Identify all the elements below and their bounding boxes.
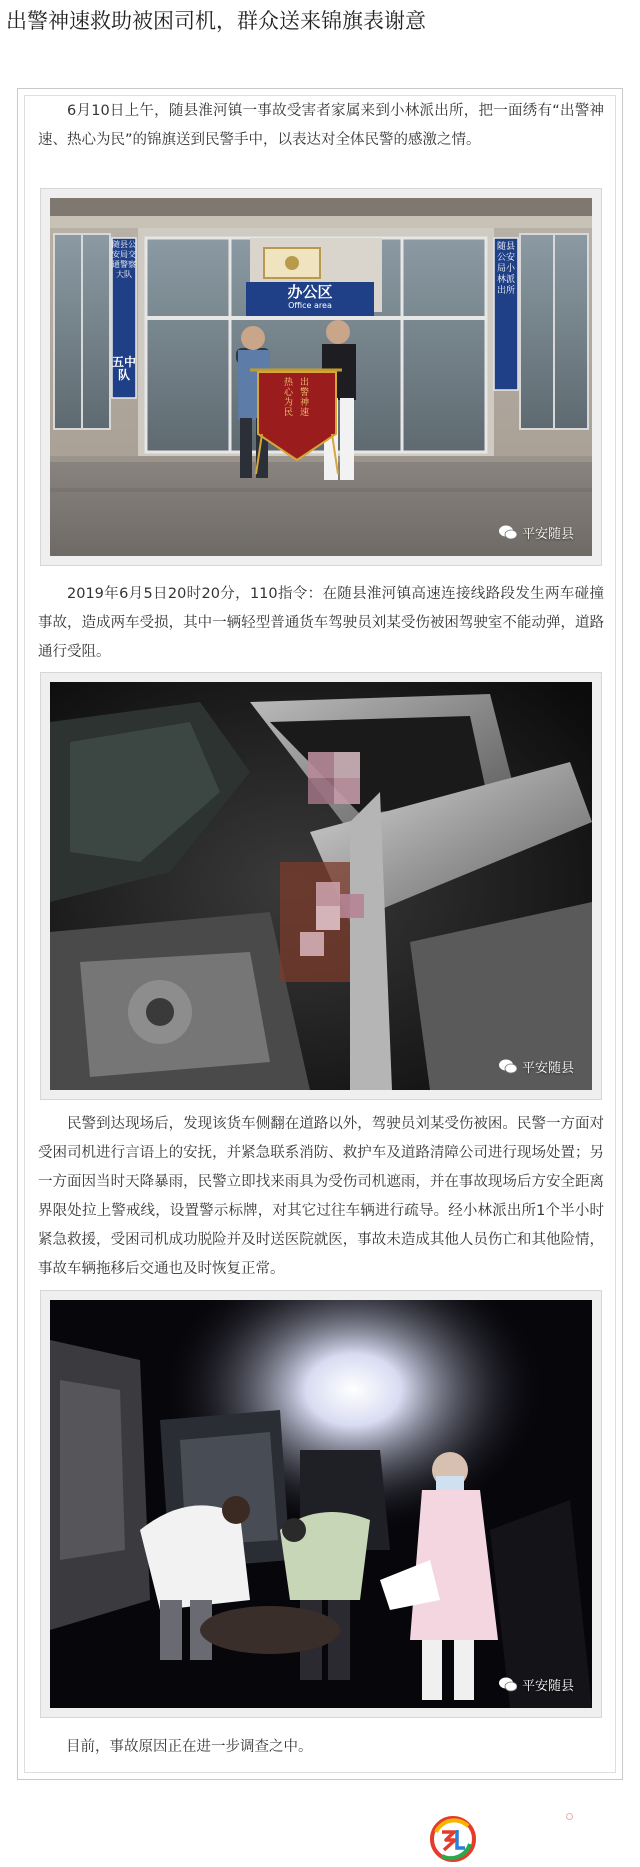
paragraph-1 (38, 97, 604, 155)
photo-night-rescue-image (50, 1300, 592, 1708)
sign-office-area-en: Office area (288, 301, 332, 310)
watermark-1-text: 平安随县 (521, 527, 574, 542)
banner-text-1: 出警神速 (300, 378, 310, 418)
photo-crashed-truck (50, 682, 592, 1090)
wechat-icon (499, 1677, 517, 1692)
paragraph-2-text: 2019年6月5日20时20分，110指令：在随县淮河镇高速连接线路段发生两车碰撞事故，造成两车受损，其中一辆轻型普通货车驾驶员刘某受伤被困驾驶室不能动弹，道路通行受阻。 (38, 586, 604, 660)
photo-crashed-truck-image (50, 682, 592, 1090)
plaque-fifth-squad: 五中队 (112, 355, 137, 382)
photo-card-crash (40, 672, 602, 1100)
article-title: 出警神速救助被困司机，群众送来锦旗表谢意 (6, 9, 426, 33)
photo-night-rescue (50, 1300, 592, 1708)
wechat-icon (499, 1059, 517, 1074)
plaque-xiaolin-station: 随县公安局小林派出所 (496, 242, 515, 296)
site-logo-icon (428, 1816, 478, 1862)
sign-office-area: 办公区 (287, 283, 333, 301)
watermark-1 (499, 523, 574, 542)
watermark-2-text: 平安随县 (521, 1061, 574, 1076)
photo-card-rescue (40, 1290, 602, 1718)
plaque-traffic-police: 随县公安局交通警察大队 (112, 240, 136, 279)
watermark-3-text: 平安随县 (521, 1679, 574, 1694)
photo-banner-handover (50, 198, 592, 556)
paragraph-3-text: 民警到达现场后，发现该货车侧翻在道路以外，驾驶员刘某受伤被困。民警一方面对受困司机进行言语上的安抚，并紧急联系消防、救护车及道路清障公司进行现场处置；另一方面因当时天降暴雨，民警立即找来雨具为受伤司机遮雨，并在事故现场后方安全距离界限处拉上警戒线，设置警示标牌，对其它过往车辆进行疏导。经小林派出所1个半小时紧急救援，受困司机成功脱险并及时送医院就医，事故未造成其他人员伤亡和其他险情，事故车辆拖移后交通也及时恢复正常。 (38, 1116, 604, 1277)
watermark-3 (499, 1675, 574, 1694)
decorative-dot (566, 1813, 573, 1820)
paragraph-4 (38, 1733, 604, 1762)
watermark-2 (499, 1057, 574, 1076)
paragraph-3 (38, 1110, 604, 1284)
paragraph-4-text: 目前，事故原因正在进一步调查之中。 (66, 1739, 313, 1755)
paragraph-2 (38, 580, 604, 667)
wechat-icon (499, 525, 517, 540)
banner-text-2: 热心为民 (284, 378, 294, 418)
photo-card-banner-handover (40, 188, 602, 566)
paragraph-1-text: 6月10日上午，随县淮河镇一事故受害者家属来到小林派出所，把一面绣有“出警神速、热心为民”的锦旗送到民警手中，以表达对全体民警的感激之情。 (38, 103, 604, 148)
